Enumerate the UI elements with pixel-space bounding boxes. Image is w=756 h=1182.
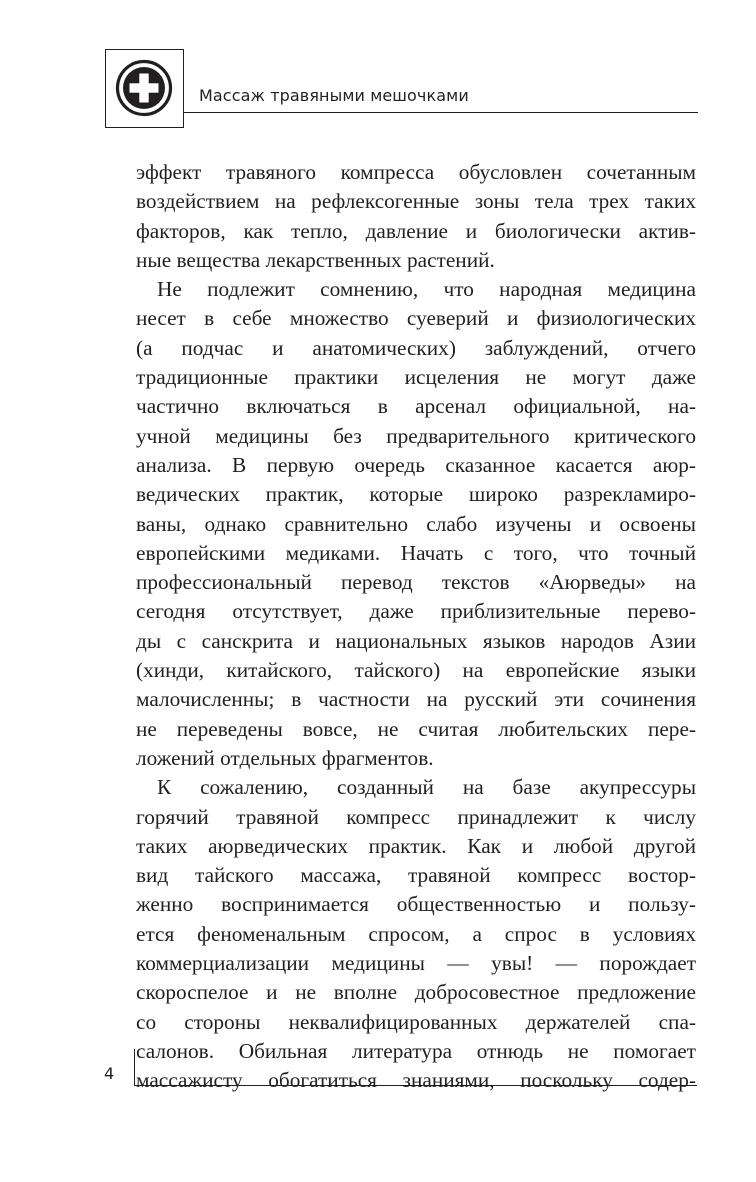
text-line: массажисту обогатиться знаниями, поскольку содер- [136, 1068, 696, 1093]
text-line: эффект травяного компресса обусловлен сочетанным [136, 160, 696, 184]
text-line: (а подчас и анатомических) заблуждений, отчего [136, 335, 696, 360]
medical-cross-icon [115, 59, 173, 117]
text-line: скороспелое и не вполне добросовестное предложение [136, 980, 696, 1005]
text-line: воздействием на рефлексогенные зоны тела трех таких [136, 189, 696, 214]
text-line: коммерциализации медицины — увы! — порождает [136, 951, 696, 976]
text-line: профессиональный перевод текстов «Аюрведы» на [136, 570, 696, 595]
text-line: учной медицины без предварительного критического [136, 423, 696, 448]
header-rule [184, 112, 698, 113]
body-text [136, 158, 696, 1096]
text-line: ваны, однако сравнительно слабо изучены и освоены [136, 511, 696, 536]
text-line: ные вещества лекарственных растений. [136, 247, 495, 272]
text-line: анализа. В первую очередь сказанное касается аюр- [136, 452, 696, 477]
text-line: традиционные практики исцеления не могут даже [136, 365, 696, 390]
text-line: ложений отдельных фрагментов. [136, 745, 434, 770]
text-line: европейскими медиками. Начать с того, что точный [136, 540, 696, 565]
text-line: салонов. Обильная литература отнюдь не помогает [136, 1038, 696, 1063]
page-number: 4 [104, 1064, 115, 1083]
text-line: горячий травяной компресс принадлежит к числу [136, 804, 696, 829]
text-line: Не подлежит сомнению, что народная медицина [157, 277, 696, 302]
text-line: факторов, как тепло, давление и биологически актив- [136, 218, 696, 243]
footer-vertical-rule [134, 1049, 135, 1086]
text-line: частично включаться в арсенал официальной, на- [136, 394, 696, 419]
running-head: Массаж травяными мешочками [199, 86, 469, 105]
logo-frame [105, 49, 184, 128]
footer-rule [134, 1085, 697, 1086]
text-line: не переведены вовсе, не считая любительских пере- [136, 716, 696, 741]
text-line: несет в себе множество суеверий и физиологических [136, 306, 696, 331]
text-line: (хинди, китайского, тайского) на европейские языки [136, 658, 696, 683]
text-line: К сожалению, созданный на базе акупрессуры [157, 775, 696, 800]
text-line: таких аюрведических практик. Как и любой другой [136, 833, 696, 858]
text-line: сегодня отсутствует, даже приблизительные перево- [136, 599, 696, 624]
text-line: ется феноменальным спросом, а спрос в условиях [136, 921, 696, 946]
text-line: ды с санскрита и национальных языков народов Азии [136, 628, 696, 653]
text-line: вид тайского массажа, травяной компресс востор- [136, 863, 696, 888]
text-line: со стороны неквалифицированных держателей спа- [136, 1009, 696, 1034]
text-line: женно воспринимается общественностью и пользу- [136, 892, 696, 917]
text-line: ведических практик, которые широко разрекламиро- [136, 482, 696, 507]
text-line: малочисленны; в частности на русский эти сочинения [136, 687, 696, 712]
